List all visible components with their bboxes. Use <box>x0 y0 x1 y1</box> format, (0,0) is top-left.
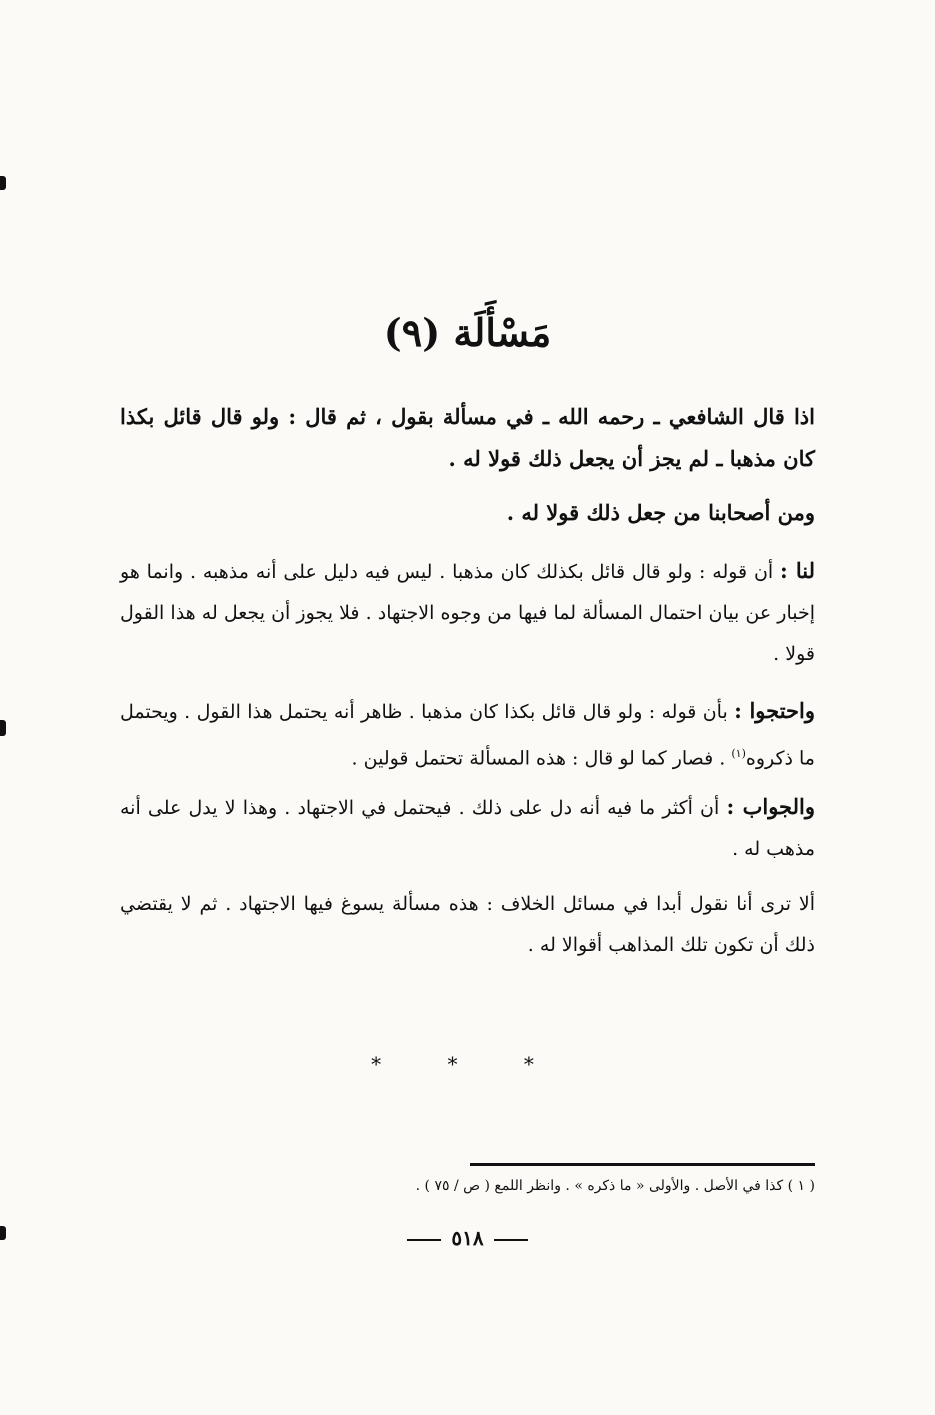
their-argument-label: واحتجوا : <box>734 698 815 723</box>
section-separator: * * * <box>371 1052 564 1076</box>
closing-paragraph: ألا ترى أنا نقول أبدا في مسائل الخلاف : هذه مسألة يسوغ فيها الاجتهاد . ثم لا يقتضي ذلك أن تكون تلك المذاهب أقوالا له . <box>120 893 815 956</box>
our-argument-paragraph <box>120 550 815 675</box>
their-argument-text: بأن قوله : ولو قال قائل بكذا كان مذهبا . ظاهر أنه يحتمل هذا القول . ويحتمل ما ذكروه <box>120 701 815 770</box>
page-number-dash <box>494 1239 528 1241</box>
answer-paragraph <box>120 786 815 870</box>
answer-label: والجواب : <box>726 794 815 819</box>
page-number <box>0 1226 935 1250</box>
footnote-reference: (١) <box>731 747 746 760</box>
page-number-value: ٥١٨ <box>451 1226 484 1250</box>
their-argument-text-cont: . فصار كما لو قال : هذه المسألة تحتمل قولين . <box>351 747 732 770</box>
answer-text: أن أكثر ما فيه أنه دل على ذلك . فيحتمل في الاجتهاد . وهذا لا يدل على أنه مذهب له . <box>120 797 815 860</box>
our-argument-label: لنا : <box>780 558 815 583</box>
page-number-dash <box>407 1239 441 1241</box>
section-heading: مَسْأَلَة (٩) <box>383 310 552 355</box>
our-argument-text: أن قوله : ولو قال قائل بكذلك كان مذهبا . ليس فيه دليل على أنه مذهبه . وانما هو إخبار عن بيان احتمال المسألة لما فيها من وجوه الاجتهاد . فلا يجوز أن يجعل له هذا القول قولا . <box>120 561 815 665</box>
their-argument-paragraph <box>120 690 815 779</box>
footnote: ( ١ ) كذا في الأصل . والأولى « ما ذكره » . وانظر اللمع ( ص / ٧٥ ) . <box>415 1178 815 1194</box>
problem-statement: اذا قال الشافعي ـ رحمه الله ـ في مسألة بقول ، ثم قال : ولو قال قائل بكذا كان مذهبا ـ لم يجز أن يجعل ذلك قولا له . <box>120 404 815 471</box>
scan-edge-mark <box>0 176 6 190</box>
footnote-divider <box>470 1163 815 1166</box>
scan-edge-mark <box>0 720 6 736</box>
opposing-view: ومن أصحابنا من جعل ذلك قولا له . <box>506 500 815 525</box>
